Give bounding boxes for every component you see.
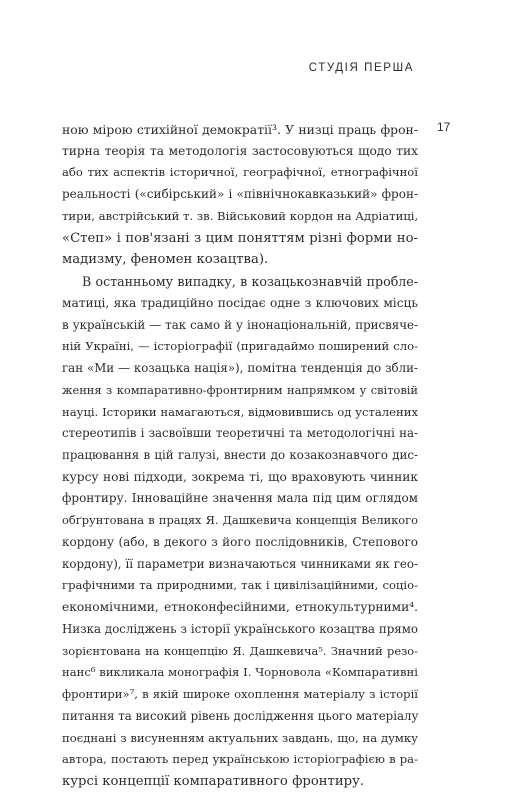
text-line: Низка досліджень з історії українського козацтва прямо: [62, 621, 418, 636]
text-line: мадизму, феномен козацтва).: [62, 252, 269, 268]
text-line: курсі концепції компаративного фронтиру.: [62, 774, 365, 790]
text-line: ній Україні, — історіографії (пригадаймо поширений сло-: [62, 339, 418, 354]
text-line: економічними, етноконфесійними, етнокультурними⁴.: [62, 600, 418, 615]
text-line: кордону), її параметри визначаються чинниками як гео-: [62, 556, 418, 571]
text-line: графічними та природними, так і цивілізаційними, соціо-: [62, 578, 418, 593]
text-line: тирна теорія та методологія застосовуються щодо тих: [62, 143, 418, 158]
text-line: автора, постають перед українською історіографією в ра-: [62, 752, 418, 767]
text-line: реальності («сибірський» і «північнокавказький» фрон-: [62, 187, 418, 202]
text-line: ження з компаративно-фронтирним напрямком у світовій: [62, 382, 418, 397]
text-line: або тих аспектів історичної, географічної, етнографічної: [62, 165, 418, 180]
body-text: [62, 119, 418, 793]
page-number: 17: [437, 120, 451, 134]
text-line: ган «Ми — козацька нація»), помітна тенденція до збли-: [62, 361, 418, 376]
text-line: зорієнтована на концепцію Я. Дашкевича⁵. Значний резо-: [62, 643, 418, 658]
text-line: В останньому випадку, в козацькознавчій пробле-: [82, 274, 418, 290]
running-header: СТУДІЯ ПЕРША: [308, 62, 414, 74]
text-line: тири, австрійський т. зв. Військовий кордон на Адріатиці,: [62, 208, 419, 223]
text-line: обґрунтована в працях Я. Дашкевича концепція Великого: [62, 513, 418, 528]
text-line: стереотипів і засвоївши теоретичні та методологічні на-: [62, 426, 418, 441]
text-line: фронтири»⁷, в якій широке охоплення матеріалу з історії: [62, 687, 418, 702]
text-line: фронтиру. Інноваційне значення мала під цим оглядом: [62, 491, 418, 506]
text-line: в українській — так само й у інонаціональній, присвяче-: [62, 317, 418, 332]
text-line: ною мірою стихійної демократії³. У низці праць фрон-: [62, 122, 418, 137]
text-line: питання та високий рівень дослідження цього матеріалу: [62, 708, 419, 723]
text-line: науці. Історики намагаються, відмовившись од усталених: [62, 404, 418, 419]
text-line: матиці, яка традиційно посідає одне з ключових місць: [62, 295, 418, 310]
text-line: курсу нові підходи, зокрема ті, що враховують чинник: [62, 469, 418, 484]
text-line: поєднані з висуненням актуальних завдань, що, на думку: [62, 730, 418, 745]
text-line: нанс⁶ викликала монографія І. Чорновола «Компаративні: [62, 665, 418, 680]
text-line: кордону (або, в декого з його послідовників, Степового: [62, 534, 418, 549]
text-line: працювання в цій галузі, внести до козакознавчого дис-: [62, 448, 418, 463]
text-line: «Степ» і пов'язані з цим поняттям різні форми но-: [62, 230, 418, 246]
